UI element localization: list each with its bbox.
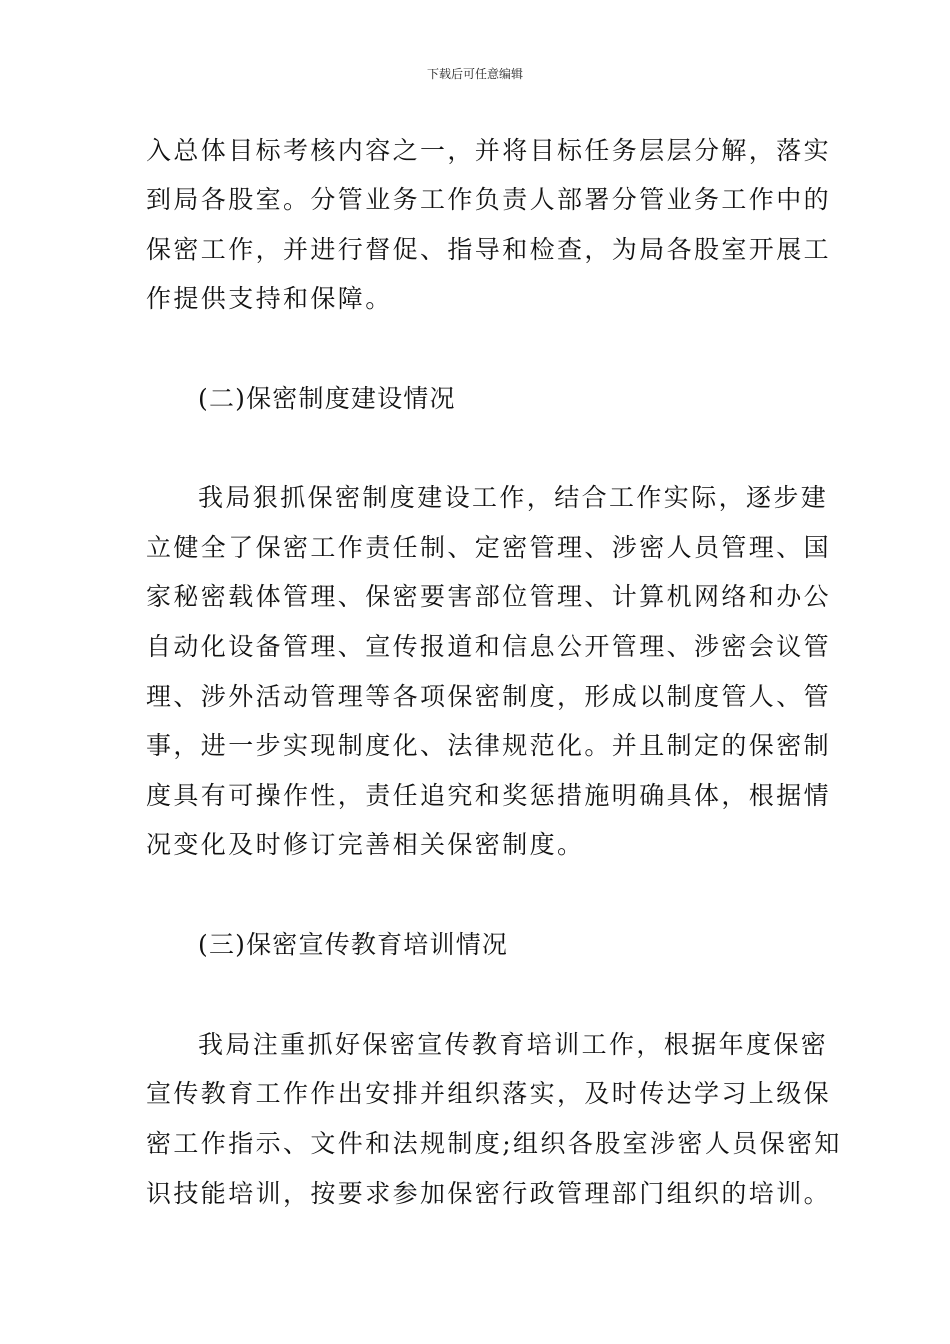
paragraph-line: 我局注重抓好保密宣传教育培训工作，根据年度保密 bbox=[198, 1030, 829, 1059]
paragraph-line: 宣传教育工作作出安排并组织落实，及时传达学习上级保 bbox=[146, 1079, 832, 1108]
section-heading: (三)保密宣传教育培训情况 bbox=[198, 930, 509, 959]
paragraph-line: 保密工作，并进行督促、指导和检查，为局各股室开展工 bbox=[146, 235, 832, 264]
paragraph-line: 到局各股室。分管业务工作负责人部署分管业务工作中的 bbox=[146, 185, 832, 214]
paragraph-line: 事，进一步实现制度化、法律规范化。并且制定的保密制 bbox=[146, 731, 832, 760]
paragraph-line: 家秘密载体管理、保密要害部位管理、计算机网络和办公 bbox=[146, 582, 832, 611]
paragraph-line: 立健全了保密工作责任制、定密管理、涉密人员管理、国 bbox=[146, 533, 832, 562]
paragraph-line: 我局狠抓保密制度建设工作，结合工作实际，逐步建 bbox=[198, 483, 829, 512]
paragraph-line: 识技能培训，按要求参加保密行政管理部门组织的培训。 bbox=[146, 1179, 832, 1208]
paragraph-line: 作提供支持和保障。 bbox=[146, 284, 393, 313]
paragraph-line: 密工作指示、文件和法规制度;组织各股室涉密人员保密知 bbox=[146, 1129, 842, 1158]
section-heading: (二)保密制度建设情况 bbox=[198, 384, 456, 413]
paragraph-line: 自动化设备管理、宣传报道和信息公开管理、涉密会议管 bbox=[146, 632, 832, 661]
paragraph-line: 况变化及时修订完善相关保密制度。 bbox=[146, 830, 585, 859]
paragraph-line: 入总体目标考核内容之一，并将目标任务层层分解，落实 bbox=[146, 136, 832, 165]
paragraph-line: 理、涉外活动管理等各项保密制度，形成以制度管人、管 bbox=[146, 682, 832, 711]
download-note: 下载后可任意编辑 bbox=[426, 67, 523, 81]
paragraph-line: 度具有可操作性，责任追究和奖惩措施明确具体，根据情 bbox=[146, 781, 832, 810]
